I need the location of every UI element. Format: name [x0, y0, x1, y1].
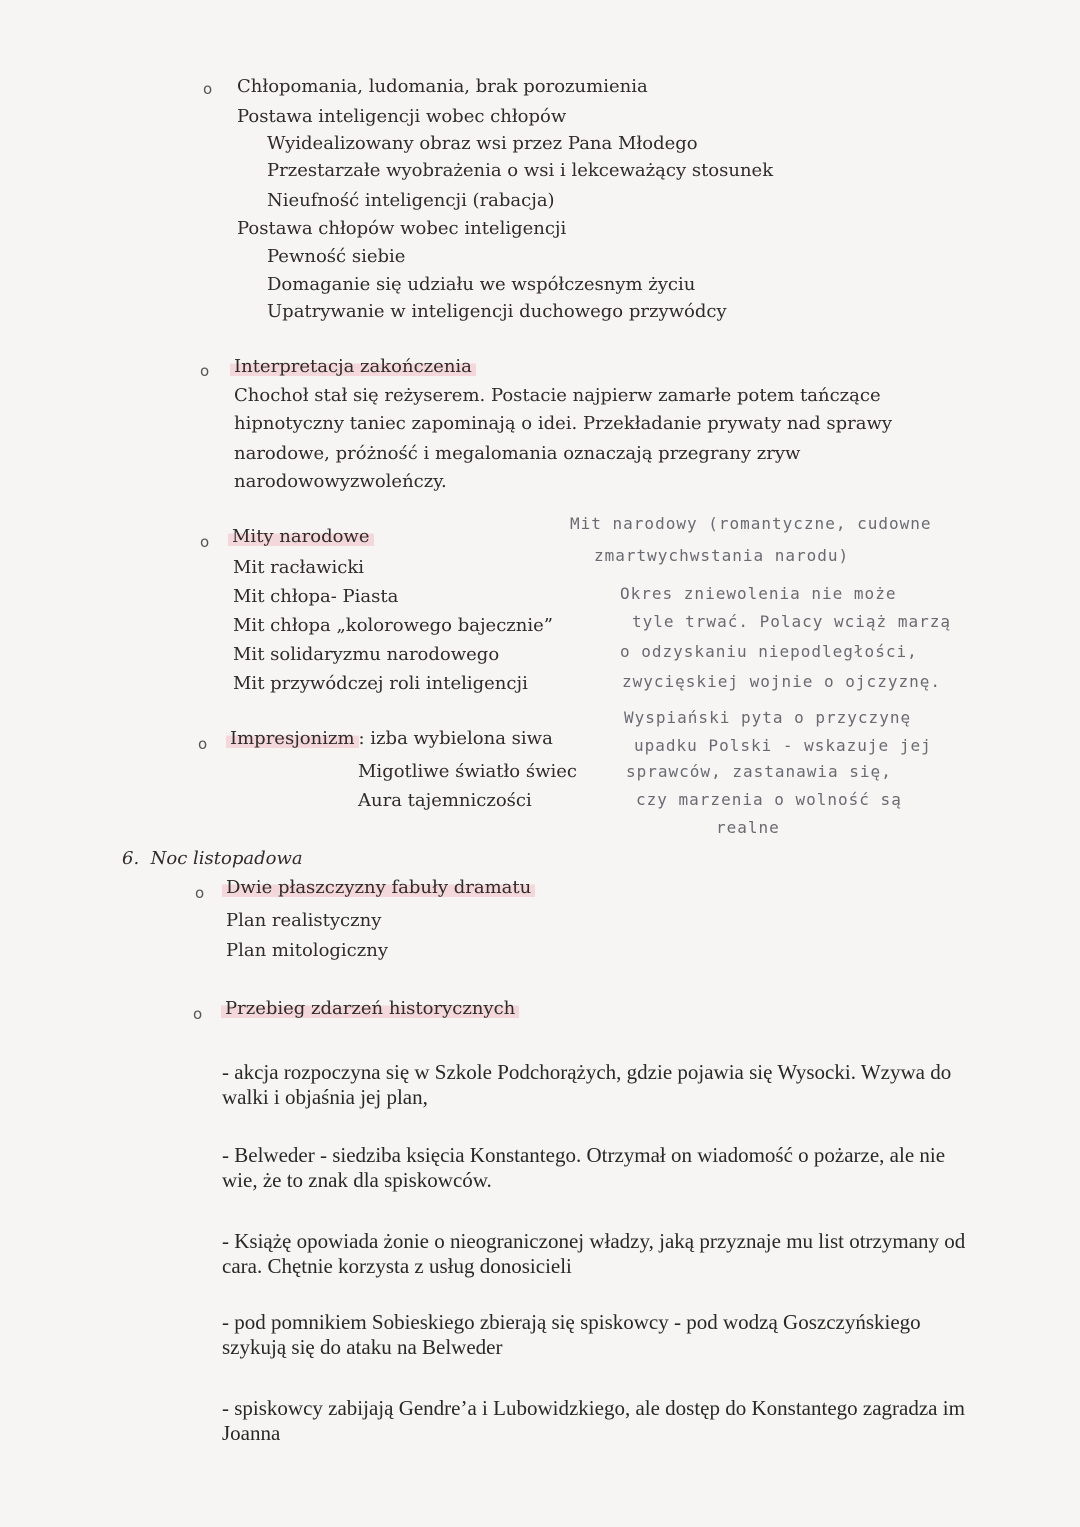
paragraph-line: narodowe, próżność i megalomania oznaczają przegrany zryw [234, 443, 801, 464]
list-item: Migotliwe światło świec [358, 761, 577, 782]
event-paragraph: - Belweder - siedziba księcia Konstantego. Otrzymał on wiadomość o pożarze, ale nie wie, że to znak dla spiskowców. [222, 1143, 946, 1192]
line: Upatrywanie w inteligencji duchowego przywódcy [267, 301, 727, 322]
line: Postawa chłopów wobec inteligencji [237, 218, 567, 239]
highlighted-heading: Dwie płaszczyzny fabuły dramatu [222, 877, 535, 898]
hand-line: Mit narodowy (romantyczne, cudowne [570, 514, 932, 533]
hand-line: realne [716, 818, 780, 837]
bullet-marker: o [203, 80, 213, 98]
section-number: 6. [122, 848, 140, 869]
hand-line: Wyspiański pyta o przyczynę [624, 708, 912, 727]
paragraph-line: Chochoł stał się reżyserem. Postacie najpierw zamarłe potem tańczące [234, 385, 881, 406]
section-title [122, 848, 303, 869]
paragraph-line: hipnotyczny taniec zapominają o idei. Przekładanie prywaty nad sprawy [234, 413, 893, 434]
line: Przestarzałe wyobrażenia o wsi i lekceważący stosunek [267, 160, 774, 181]
heading-mity [228, 526, 374, 547]
hand-line: sprawców, zastanawia się, [626, 762, 892, 781]
line: Wyidealizowany obraz wsi przez Pana Młodego [267, 133, 698, 154]
highlighted-heading: Mity narodowe [228, 526, 374, 547]
list-item: Plan realistyczny [226, 910, 382, 931]
event-paragraph: - Książę opowiada żonie o nieograniczonej władzy, jaką przyznaje mu list otrzymany od cara. Chętnie korzysta z usług donosicieli [222, 1229, 966, 1278]
highlighted-heading: Interpretacja zakończenia [230, 356, 476, 377]
bullet-marker: o [195, 884, 205, 902]
heading-impresjonizm [226, 728, 553, 749]
heading-plaszczyzny [222, 877, 535, 898]
event-paragraph: - akcja rozpoczyna się w Szkole Podchorążych, gdzie pojawia się Wysocki. Wzywa do walki i objaśnia jej plan, [222, 1060, 952, 1109]
highlighted-heading: Przebieg zdarzeń historycznych [221, 998, 519, 1019]
list-item: Mit chłopa- Piasta [233, 586, 399, 607]
line: Nieufność inteligencji (rabacja) [267, 190, 555, 211]
list-item: Aura tajemniczości [358, 790, 532, 811]
list-item: Mit przywódczej roli inteligencji [233, 673, 528, 694]
bullet-marker: o [200, 362, 210, 380]
bullet-marker: o [193, 1005, 203, 1023]
list-item: Plan mitologiczny [226, 940, 389, 961]
hand-line: o odzyskaniu niepodległości, [620, 642, 918, 661]
highlighted-heading: Impresjonizm [226, 728, 359, 749]
heading-chlopomania: Chłopomania, ludomania, brak porozumienia [237, 76, 648, 97]
list-item: Mit chłopa „kolorowego bajecznie” [233, 615, 553, 636]
line: Pewność siebie [267, 246, 406, 267]
heading-interpretacja [230, 356, 476, 377]
line: Domaganie się udziału we współczesnym życiu [267, 274, 696, 295]
heading-przebieg [221, 998, 519, 1019]
bullet-marker: o [200, 533, 210, 551]
event-paragraph: - spiskowcy zabijają Gendre’a i Lubowidzkiego, ale dostęp do Konstantego zagradza im Joanna [222, 1396, 965, 1445]
section-name: Noc listopadowa [150, 848, 303, 869]
hand-line: upadku Polski - wskazuje jej [634, 736, 932, 755]
bullet-marker: o [198, 735, 208, 753]
list-item: Mit solidaryzmu narodowego [233, 644, 500, 665]
hand-line: tyle trwać. Polacy wciąż marzą [632, 612, 951, 631]
impresjonizm-first: : izba wybielona siwa [358, 728, 553, 749]
list-item: Mit racławicki [233, 557, 365, 578]
hand-line: zmartwychwstania narodu) [594, 546, 850, 565]
paragraph-line: narodowowyzwoleńczy. [234, 471, 447, 492]
hand-line: zwycięskiej wojnie o ojczyznę. [622, 672, 941, 691]
event-paragraph: - pod pomnikiem Sobieskiego zbierają się spiskowcy - pod wodzą Goszczyńskiego szykują się do ataku na Belweder [222, 1310, 921, 1359]
line: Postawa inteligencji wobec chłopów [237, 106, 567, 127]
hand-line: Okres zniewolenia nie może [620, 584, 897, 603]
hand-line: czy marzenia o wolność są [636, 790, 902, 809]
